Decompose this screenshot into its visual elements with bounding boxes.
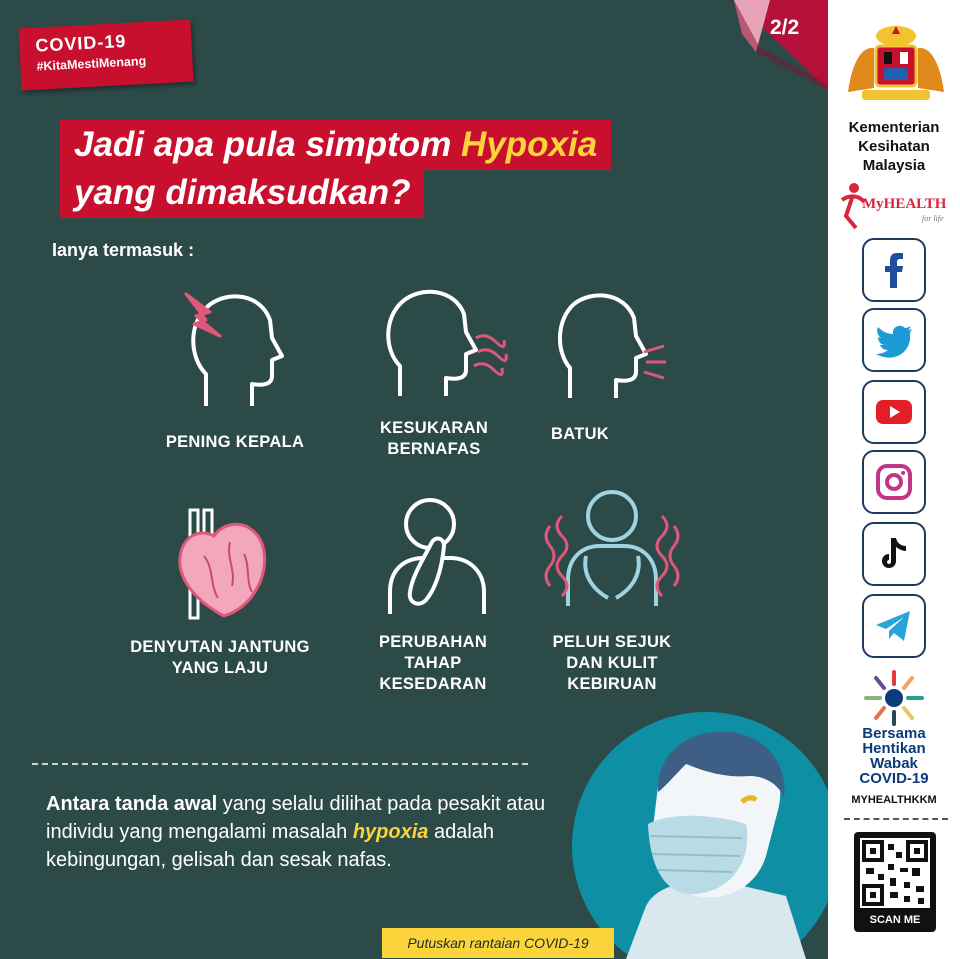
bersama-logo-icon (862, 668, 926, 726)
head-lightning-icon (176, 286, 296, 416)
myhealth-text: MyHEALTH (862, 196, 947, 212)
symptom-label-2: KESUKARAN BERNAFAS (379, 419, 489, 458)
badge-hashtag: #KitaMestiMenang (36, 53, 147, 74)
masked-man-illustration (566, 706, 828, 959)
shivering-person-icon (542, 486, 682, 612)
covid-badge (18, 20, 193, 91)
symptom-label-4: DENYUTAN JANTUNG YANG LAJU (130, 638, 310, 677)
dashed-divider (32, 763, 528, 765)
head-breath-icon (384, 286, 514, 402)
qr-code-icon (860, 838, 930, 908)
title-text: Jadi apa pula simptom (74, 125, 462, 164)
qr-code[interactable] (854, 832, 936, 932)
facebook-icon (874, 250, 914, 290)
scan-me-label: SCAN ME (869, 914, 921, 926)
social-handle: MYHEALTHKKM (851, 794, 937, 806)
title-line-2: yang dimaksudkan? (60, 168, 424, 218)
symptom-label-5: PERUBAHAN TAHAP KESEDARAN (378, 633, 488, 693)
page-indicator: 2/2 (770, 16, 800, 39)
ministry-name: Kementerian Kesihatan Malaysia (848, 119, 940, 174)
intro-text: Ianya termasuk : (52, 240, 195, 260)
sidebar-divider (844, 818, 948, 820)
youtube-button[interactable] (862, 380, 926, 444)
telegram-icon (874, 606, 914, 646)
myhealth-logo (836, 180, 956, 230)
malaysia-crest-icon (844, 22, 948, 104)
head-cough-icon (556, 290, 672, 404)
myhealth-tagline: for life (922, 214, 944, 223)
instagram-icon (874, 462, 914, 502)
page-corner-fold (730, 0, 828, 90)
tiktok-button[interactable] (862, 522, 926, 586)
footer-banner: Putuskan rantaian COVID-19 (382, 928, 614, 958)
heart-icon (174, 506, 274, 622)
symptom-label-6: PELUH SEJUK DAN KULIT KEBIRUAN (552, 633, 672, 693)
symptom-label-3: BATUK (550, 425, 610, 443)
youtube-icon (874, 392, 914, 432)
symptom-label-1: PENING KEPALA (165, 433, 305, 451)
instagram-button[interactable] (862, 450, 926, 514)
twitter-icon (874, 320, 914, 360)
facebook-button[interactable] (862, 238, 926, 302)
badge-title: COVID-19 (34, 30, 127, 56)
twitter-button[interactable] (862, 308, 926, 372)
telegram-button[interactable] (862, 594, 926, 658)
bersama-text: Bersama Hentikan Wabak COVID-19 (859, 725, 929, 787)
tiktok-icon (874, 534, 914, 574)
title-line-1 (60, 120, 611, 170)
title-highlight: Hypoxia (461, 125, 598, 164)
confused-person-icon (384, 492, 494, 620)
description-paragraph: Antara tanda awal yang selalu dilihat pada pesakit atau individu yang mengalami masalah hypoxia adalah kebingungan, gelisah dan sesak nafas. (46, 793, 546, 871)
